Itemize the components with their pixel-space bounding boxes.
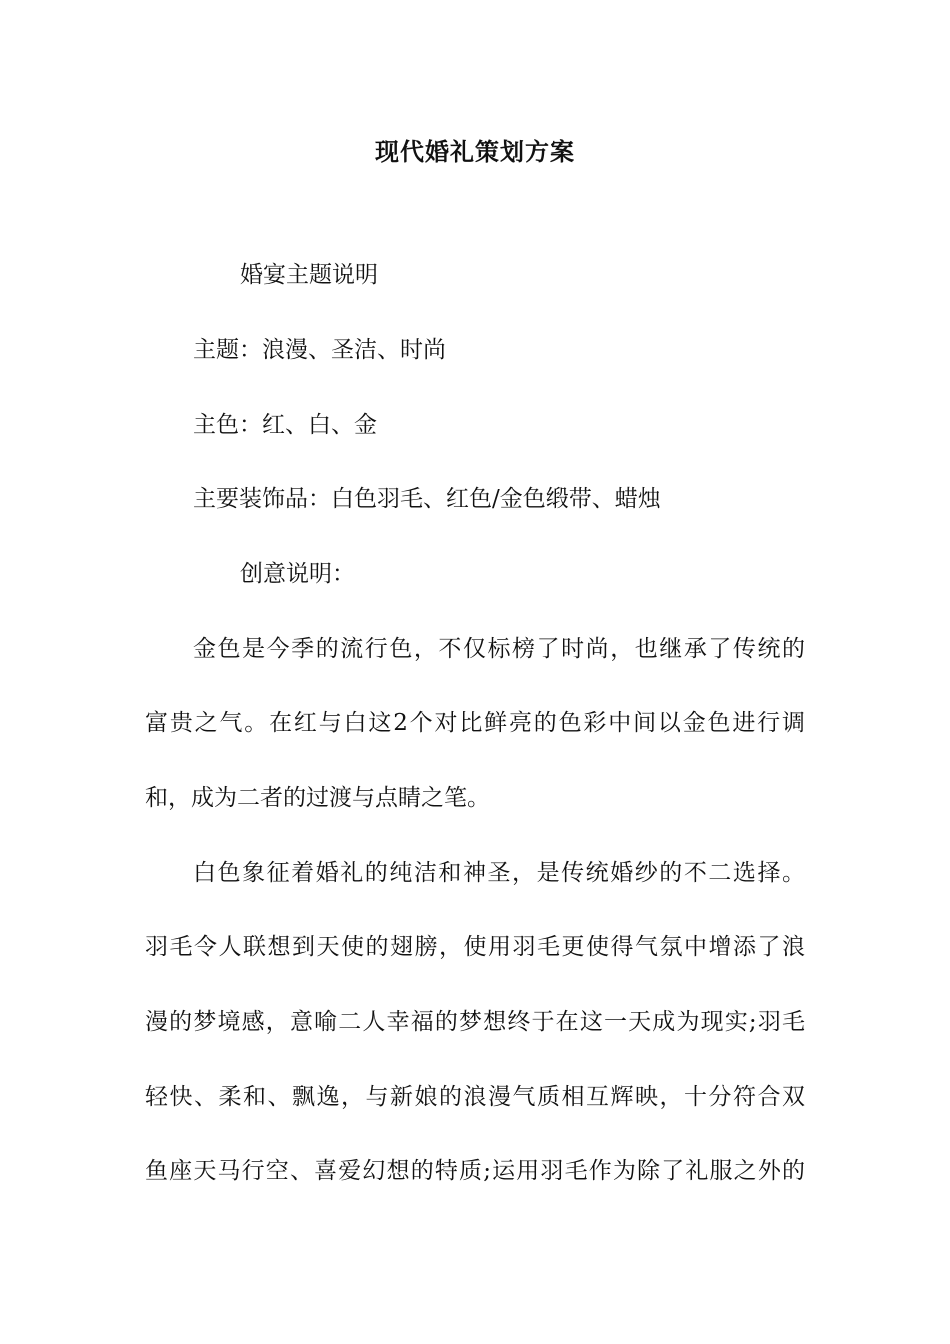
paragraph-line: 和，成为二者的过渡与点睛之笔。 bbox=[145, 785, 490, 811]
paragraph-line: 漫的梦境感，意喻二人幸福的梦想终于在这一天成为现实;羽毛 bbox=[145, 1009, 805, 1035]
document-title: 现代婚礼策划方案 bbox=[375, 137, 575, 166]
section-heading-banquet-theme: 婚宴主题说明 bbox=[240, 262, 378, 288]
paragraph-line: 轻快、柔和、飘逸，与新娘的浪漫气质相互辉映，十分符合双 bbox=[145, 1084, 805, 1110]
paragraph-line: 羽毛令人联想到天使的翅膀，使用羽毛更使得气氛中增添了浪 bbox=[145, 934, 805, 960]
decorations-line: 主要装饰品：白色羽毛、红色/金色缎带、蜡烛 bbox=[193, 486, 661, 512]
main-color-line: 主色：红、白、金 bbox=[193, 412, 377, 438]
paragraph-line: 白色象征着婚礼的纯洁和神圣，是传统婚纱的不二选择。 bbox=[193, 860, 805, 886]
theme-line: 主题：浪漫、圣洁、时尚 bbox=[193, 337, 446, 363]
paragraph-line: 鱼座天马行空、喜爱幻想的特质;运用羽毛作为除了礼服之外的 bbox=[145, 1158, 805, 1184]
section-heading-creative: 创意说明： bbox=[240, 561, 355, 587]
paragraph-line: 金色是今季的流行色，不仅标榜了时尚，也继承了传统的 bbox=[193, 636, 805, 662]
paragraph-line: 富贵之气。在红与白这2个对比鲜亮的色彩中间以金色进行调 bbox=[145, 710, 805, 736]
